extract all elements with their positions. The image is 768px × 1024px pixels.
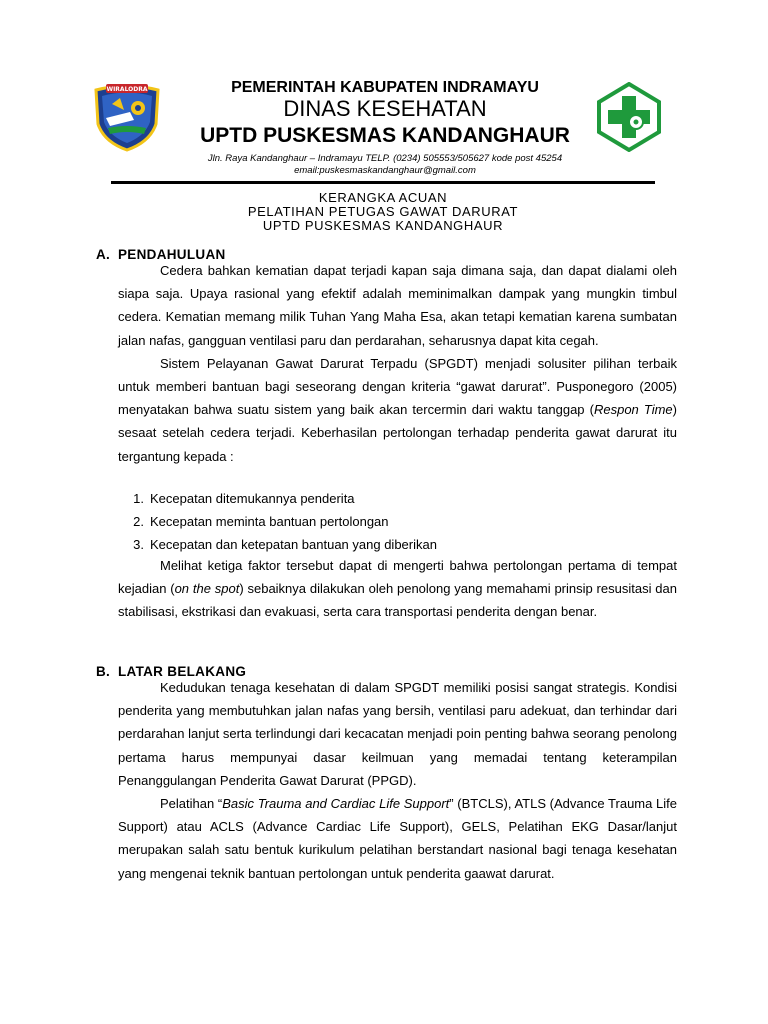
section-a-list	[118, 487, 677, 556]
list-item-text: Kecepatan meminta bantuan pertolongan	[150, 514, 389, 529]
list-item	[118, 487, 677, 510]
doc-title-line3: UPTD PUSKESMAS KANDANGHAUR	[262, 218, 504, 233]
emblem-ribbon-text: WIRALODRA	[106, 86, 148, 93]
section-b-title: LATAR BELAKANG	[118, 664, 247, 679]
section-b-letter: B.	[96, 664, 111, 679]
section-a-p3-part2: ) sebaiknya dilakukan oleh penolong yang memahami prinsip resusitasi dan stabilisasi, ekstrikasi dan evakuasi, serta cara transportasi penderita dengan benar.	[118, 581, 677, 620]
header-divider	[111, 181, 655, 184]
section-a-p3-text	[118, 554, 677, 624]
section-a-p2-italic: Respon Time	[593, 402, 673, 418]
section-a-p3-italic: on the spot	[174, 581, 240, 597]
list-item-text: Kecepatan dan ketepatan bantuan yang diberikan	[150, 537, 437, 552]
header-address: Jln. Raya Kandanghaur – Indramayu TELP. (0234) 505553/505627 kode post 45254	[207, 153, 563, 164]
section-a-letter: A.	[96, 247, 111, 262]
list-item-number: 2.	[133, 514, 144, 529]
section-b-paragraph-1: Kedudukan tenaga kesehatan di dalam SPGDT memiliki posisi sangat strategis. Kondisi penderita yang membutuhkan jalan nafas yang bersih, ventilasi paru adekuat, dan terhindar dari perdarahan lanjut serta terlindungi dari kecacatan menjadi poin penting bahwa seorang penolong pertama harus mempunyai dasar keilmuan yang memadai tentang keterampilan Penanggulangan Penderita Gawat Darurat (PPGD).	[118, 680, 677, 788]
header-email: email:puskesmaskandanghaur@gmail.com	[294, 165, 476, 176]
header-government: PEMERINTAH KABUPATEN INDRAMAYU	[231, 79, 539, 96]
indramayu-emblem-logo	[90, 80, 164, 152]
section-a-paragraph-1: Cedera bahkan kematian dapat terjadi kapan saja dimana saja, dan dapat dialami oleh siapa saja. Upaya rasional yang efektif adalah meminimalkan dampak yang mungkin timbul cedera. Kematian memang milik Tuhan Yang Maha Esa, akan tetapi kematian karena sumbatan jalan nafas, gangguan ventilasi paru dan perdarahan, seharusnya dapat kita cegah.	[118, 263, 677, 348]
header-puskesmas: UPTD PUSKESMAS KANDANGHAUR	[200, 124, 570, 147]
section-b-p2-part1: Pelatihan “	[160, 796, 223, 812]
list-item-number: 3.	[133, 537, 144, 552]
doc-title-line1: KERANGKA ACUAN	[318, 190, 448, 205]
doc-title-line2: PELATIHAN PETUGAS GAWAT DARURAT	[247, 204, 519, 219]
section-a-paragraphs	[118, 259, 677, 468]
section-b-paragraphs	[118, 676, 677, 885]
section-b-paragraph-2	[118, 792, 677, 885]
section-a-paragraph-3	[118, 554, 677, 624]
section-b-p2-italic: Basic Trauma and Cardiac Life Support	[222, 796, 450, 812]
section-a-paragraph-2	[118, 352, 677, 468]
section-a-p3-part1: Melihat ketiga faktor tersebut dapat di mengerti bahwa pertolongan pertama di tempat kejadian (	[118, 558, 677, 597]
list-item	[118, 510, 677, 533]
section-a-p2-part1: Sistem Pelayanan Gawat Darurat Terpadu (SPGDT) menjadi solusiter pilihan terbaik untuk memberi bantuan bagi seseorang dengan kriteria “gawat darurat”. Pusponegoro (2005) menyatakan bahwa suatu sistem yang baik akan tercermin dari waktu tanggap (	[118, 355, 677, 418]
section-b-p2-part2: ” (BTCLS), ATLS (Advance Trauma Life Support) atau ACLS (Advance Cardiac Life Support), GELS, Pelatihan EKG Dasar/lanjut merupakan salah satu bentuk kurikulum pelatihan berstandart nasional bagi tenaga kesehatan yang mengenai teknik bantuan pertolongan untuk penderita gaawat darurat.	[118, 796, 678, 881]
list-item-text: Kecepatan ditemukannya penderita	[150, 491, 355, 506]
list-item	[118, 533, 677, 556]
section-a-p2-part2: ) sesaat setelah cedera terjadi. Keberhasilan pertolongan terhadap penderita gawat darurat itu tergantung kepada :	[118, 402, 677, 464]
list-item-number: 1.	[133, 491, 144, 506]
header-department: DINAS KESEHATAN	[283, 96, 487, 121]
section-a-title: PENDAHULUAN	[118, 247, 226, 262]
